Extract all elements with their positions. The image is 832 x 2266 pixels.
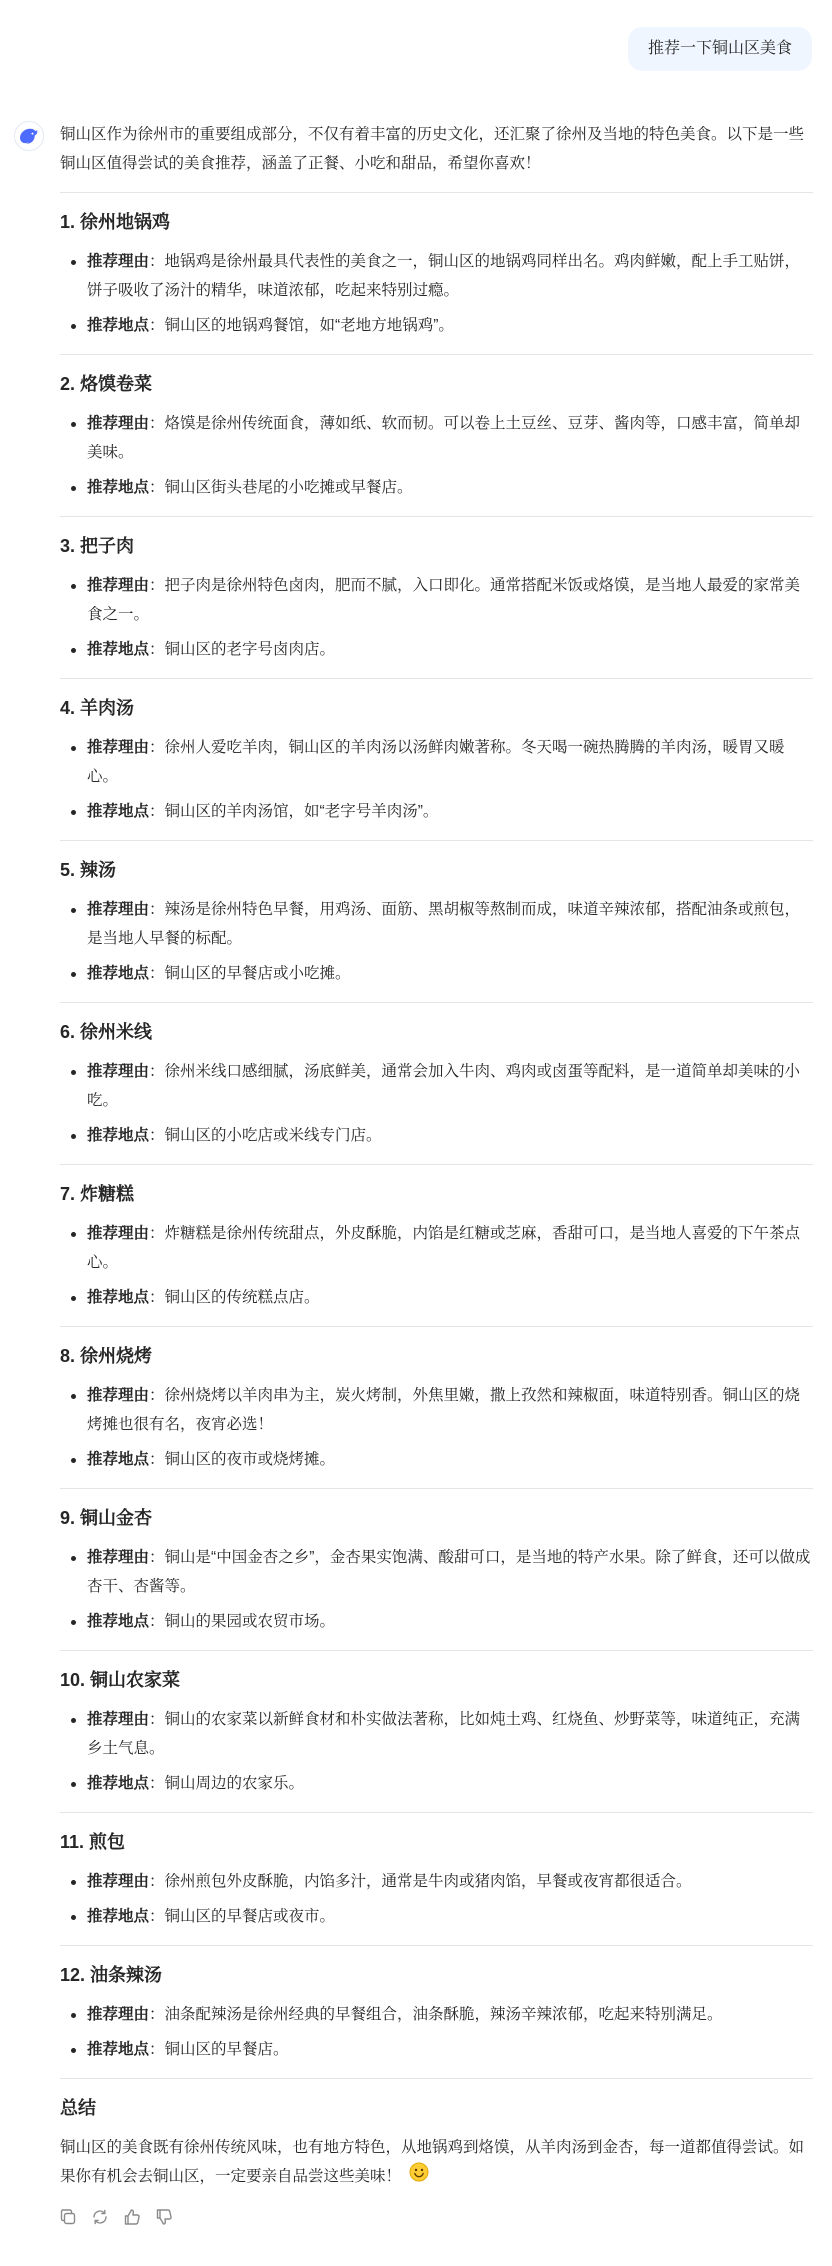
place-item	[60, 473, 813, 502]
reason-label: 推荐理由	[87, 1387, 150, 1404]
food-section	[60, 369, 813, 502]
food-section-title: 11. 煎包	[60, 1832, 126, 1852]
reason-text: 徐州米线口感细腻，汤底鲜美，通常会加入牛肉、鸡肉或卤蛋等配料，是一道简单却美味的小吃。	[87, 1063, 801, 1109]
assistant-avatar	[14, 121, 44, 151]
place-text: 铜山区的传统糕点店。	[164, 1289, 320, 1306]
reason-item	[60, 571, 813, 629]
food-details-list	[60, 895, 813, 988]
message-actions	[58, 2207, 174, 2227]
food-section-title: 5. 辣汤	[60, 860, 117, 880]
food-details-list	[60, 247, 813, 340]
reason-item	[60, 1705, 813, 1763]
place-label: 推荐地点	[87, 317, 150, 334]
label-separator: ：	[149, 1063, 165, 1080]
reason-label: 推荐理由	[87, 415, 150, 432]
reason-text: 徐州煎包外皮酥脆，内馅多汁，通常是牛肉或猪肉馅，早餐或夜宵都很适合。	[164, 1873, 692, 1890]
place-label: 推荐地点	[87, 1775, 150, 1792]
reason-label: 推荐理由	[87, 739, 150, 756]
reason-text: 地锅鸡是徐州最具代表性的美食之一，铜山区的地锅鸡同样出名。鸡肉鲜嫩，配上手工贴饼，饼子吸收了汤汁的精华，味道浓郁，吃起来特别过瘾。	[87, 253, 801, 299]
place-text: 铜山区的早餐店或夜市。	[164, 1908, 336, 1925]
food-section	[60, 1503, 813, 1636]
label-separator: ：	[149, 1613, 165, 1630]
label-separator: ：	[149, 2006, 165, 2023]
divider	[60, 516, 813, 517]
food-details-list	[60, 1381, 813, 1474]
place-text: 铜山区的羊肉汤馆，如“老字号羊肉汤”。	[164, 803, 439, 820]
reason-label: 推荐理由	[87, 253, 150, 270]
food-section-title: 6. 徐州米线	[60, 1022, 153, 1042]
place-item	[60, 959, 813, 988]
reason-label: 推荐理由	[87, 1873, 150, 1890]
place-text: 铜山区的早餐店或小吃摊。	[164, 965, 351, 982]
food-details-list	[60, 2000, 813, 2064]
reason-item	[60, 409, 813, 467]
reason-label: 推荐理由	[87, 1063, 150, 1080]
food-section-title: 10. 铜山农家菜	[60, 1670, 181, 1690]
place-item	[60, 1445, 813, 1474]
place-item	[60, 1902, 813, 1931]
reason-item	[60, 733, 813, 791]
label-separator: ：	[149, 739, 165, 756]
food-section	[60, 855, 813, 988]
food-section-title: 9. 铜山金杏	[60, 1508, 153, 1528]
food-details-list	[60, 1057, 813, 1150]
food-details-list	[60, 1219, 813, 1312]
label-separator: ：	[149, 1908, 165, 1925]
place-item	[60, 311, 813, 340]
food-section-title: 8. 徐州烧烤	[60, 1346, 153, 1366]
label-separator: ：	[149, 1225, 165, 1242]
reason-text: 辣汤是徐州特色早餐，用鸡汤、面筋、黑胡椒等熬制而成，味道辛辣浓郁，搭配油条或煎包，是当地人早餐的标配。	[87, 901, 801, 947]
label-separator: ：	[149, 317, 165, 334]
reason-text: 把子肉是徐州特色卤肉，肥而不腻，入口即化。通常搭配米饭或烙馍，是当地人最爱的家常美食之一。	[87, 577, 801, 623]
food-section	[60, 207, 813, 340]
divider	[60, 1650, 813, 1651]
reason-text: 炸糖糕是徐州传统甜点，外皮酥脆，内馅是红糖或芝麻，香甜可口，是当地人喜爱的下午茶点心。	[87, 1225, 801, 1271]
place-text: 铜山区的早餐店。	[164, 2041, 289, 2058]
place-label: 推荐地点	[87, 803, 150, 820]
food-section	[60, 1960, 813, 2064]
reason-item	[60, 1219, 813, 1277]
food-section-title: 1. 徐州地锅鸡	[60, 212, 171, 232]
reason-item	[60, 1057, 813, 1115]
food-section-title: 3. 把子肉	[60, 536, 135, 556]
label-separator: ：	[149, 1775, 165, 1792]
label-separator: ：	[149, 253, 165, 270]
place-label: 推荐地点	[87, 1613, 150, 1630]
label-separator: ：	[149, 2041, 165, 2058]
reason-text: 徐州烧烤以羊肉串为主，炭火烤制，外焦里嫩，撒上孜然和辣椒面，味道特别香。铜山区的烧烤摊也很有名，夜宵必选！	[87, 1387, 801, 1433]
label-separator: ：	[149, 1387, 165, 1404]
food-section-title: 12. 油条辣汤	[60, 1965, 163, 1985]
place-label: 推荐地点	[87, 641, 150, 658]
reason-item	[60, 2000, 813, 2029]
place-item	[60, 2035, 813, 2064]
divider	[60, 1488, 813, 1489]
reason-item	[60, 247, 813, 305]
food-section	[60, 1827, 813, 1931]
reason-text: 徐州人爱吃羊肉，铜山区的羊肉汤以汤鲜肉嫩著称。冬天喝一碗热腾腾的羊肉汤，暖胃又暖心。	[87, 739, 785, 785]
reason-text: 油条配辣汤是徐州经典的早餐组合，油条酥脆，辣汤辛辣浓郁，吃起来特别满足。	[164, 2006, 723, 2023]
reason-label: 推荐理由	[87, 901, 150, 918]
intro-paragraph: 铜山区作为徐州市的重要组成部分，不仅有着丰富的历史文化，还汇聚了徐州及当地的特色美食。以下是一些铜山区值得尝试的美食推荐，涵盖了正餐、小吃和甜品，希望你喜欢！	[60, 126, 805, 172]
food-details-list	[60, 1705, 813, 1798]
reason-label: 推荐理由	[87, 1225, 150, 1242]
label-separator: ：	[149, 641, 165, 658]
divider	[60, 1812, 813, 1813]
place-item	[60, 1607, 813, 1636]
food-details-list	[60, 733, 813, 826]
place-label: 推荐地点	[87, 2041, 150, 2058]
place-text: 铜山区的老字号卤肉店。	[164, 641, 336, 658]
food-section-title: 2. 烙馍卷菜	[60, 374, 153, 394]
divider	[60, 678, 813, 679]
reason-label: 推荐理由	[87, 2006, 150, 2023]
place-item	[60, 635, 813, 664]
food-details-list	[60, 1867, 813, 1931]
food-details-list	[60, 1543, 813, 1636]
assistant-response	[60, 120, 813, 2192]
place-text: 铜山区的小吃店或米线专门店。	[164, 1127, 382, 1144]
place-item	[60, 797, 813, 826]
place-text: 铜山区的夜市或烧烤摊。	[164, 1451, 336, 1468]
place-item	[60, 1769, 813, 1798]
divider	[60, 1164, 813, 1165]
assistant-whale-logo-icon	[19, 128, 39, 144]
reason-label: 推荐理由	[87, 1711, 150, 1728]
label-separator: ：	[149, 965, 165, 982]
divider	[60, 1002, 813, 1003]
divider	[60, 2078, 813, 2079]
reason-item	[60, 1381, 813, 1439]
reason-text: 铜山的农家菜以新鲜食材和朴实做法著称，比如炖土鸡、红烧鱼、炒野菜等，味道纯正，充满乡土气息。	[87, 1711, 801, 1757]
divider	[60, 192, 813, 193]
place-item	[60, 1283, 813, 1312]
thumbs-down-icon[interactable]	[154, 2207, 174, 2227]
place-text: 铜山区街头巷尾的小吃摊或早餐店。	[164, 479, 413, 496]
label-separator: ：	[149, 1127, 165, 1144]
food-section	[60, 693, 813, 826]
label-separator: ：	[149, 1289, 165, 1306]
divider	[60, 354, 813, 355]
label-separator: ：	[149, 1451, 165, 1468]
label-separator: ：	[149, 901, 165, 918]
place-text: 铜山区的地锅鸡餐馆，如“老地方地锅鸡”。	[164, 317, 454, 334]
food-section-title: 7. 炸糖糕	[60, 1184, 135, 1204]
food-details-list	[60, 409, 813, 502]
regenerate-icon[interactable]	[90, 2207, 110, 2227]
place-text: 铜山周边的农家乐。	[164, 1775, 305, 1792]
label-separator: ：	[149, 415, 165, 432]
place-item	[60, 1121, 813, 1150]
place-label: 推荐地点	[87, 479, 150, 496]
thumbs-up-icon[interactable]	[122, 2207, 142, 2227]
label-separator: ：	[149, 577, 165, 594]
place-label: 推荐地点	[87, 1289, 150, 1306]
place-label: 推荐地点	[87, 965, 150, 982]
reason-label: 推荐理由	[87, 1549, 150, 1566]
label-separator: ：	[149, 479, 165, 496]
label-separator: ：	[149, 1873, 165, 1890]
food-section-title: 4. 羊肉汤	[60, 698, 135, 718]
place-label: 推荐地点	[87, 1908, 150, 1925]
reason-item	[60, 895, 813, 953]
place-label: 推荐地点	[87, 1127, 150, 1144]
divider	[60, 840, 813, 841]
food-details-list	[60, 571, 813, 664]
food-section	[60, 1017, 813, 1150]
place-text: 铜山的果园或农贸市场。	[164, 1613, 336, 1630]
food-section	[60, 531, 813, 664]
summary-heading: 总结	[60, 2098, 96, 2118]
reason-item	[60, 1543, 813, 1601]
divider	[60, 1326, 813, 1327]
copy-icon[interactable]	[58, 2207, 78, 2227]
summary-paragraph	[60, 2133, 813, 2192]
smiling-face-emoji-icon	[409, 2162, 429, 2192]
reason-text: 烙馍是徐州传统面食，薄如纸、软而韧。可以卷上土豆丝、豆芽、酱肉等，口感丰富，简单却美味。	[87, 415, 801, 461]
reason-item	[60, 1867, 813, 1896]
place-label: 推荐地点	[87, 1451, 150, 1468]
food-section	[60, 1341, 813, 1474]
summary-text: 铜山区的美食既有徐州传统风味，也有地方特色，从地锅鸡到烙馍，从羊肉汤到金杏，每一道都值得尝试。如果你有机会去铜山区，一定要亲自品尝这些美味！	[60, 2139, 805, 2186]
label-separator: ：	[149, 803, 165, 820]
reason-text: 铜山是“中国金杏之乡”，金杏果实饱满、酸甜可口，是当地的特产水果。除了鲜食，还可以做成杏干、杏酱等。	[87, 1549, 811, 1595]
user-message-bubble: 推荐一下铜山区美食	[628, 27, 812, 71]
label-separator: ：	[149, 1549, 165, 1566]
label-separator: ：	[149, 1711, 165, 1728]
divider	[60, 1945, 813, 1946]
food-section	[60, 1179, 813, 1312]
reason-label: 推荐理由	[87, 577, 150, 594]
food-section	[60, 1665, 813, 1798]
